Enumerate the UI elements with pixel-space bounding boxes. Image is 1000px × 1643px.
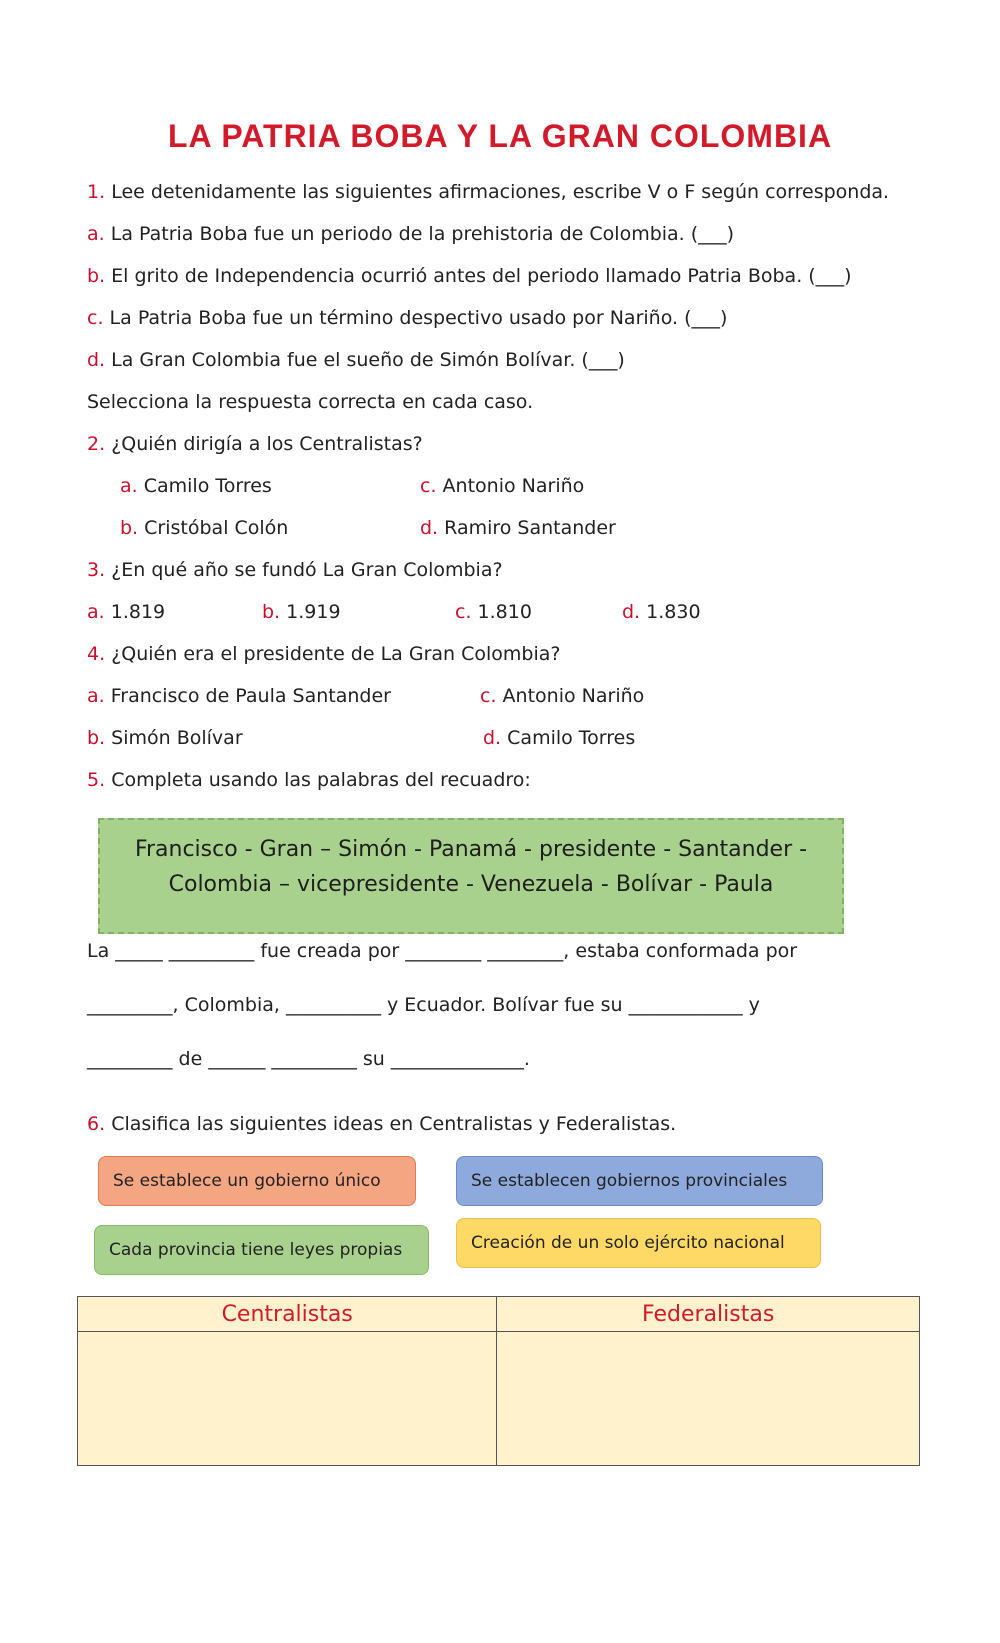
statement-letter: c. [87,307,104,329]
option-letter: b. [87,727,106,749]
option-c[interactable] [420,475,584,497]
select-instruction: Selecciona la respuesta correcta en cada caso. [87,391,534,413]
question-number: 3. [87,559,106,581]
option-letter: c. [455,601,472,623]
option-letter: d. [622,601,641,623]
question-number: 5. [87,769,106,791]
draggable-card[interactable]: Creación de un solo ejército nacional [456,1218,821,1268]
statement-letter: a. [87,223,105,245]
question-number: 4. [87,643,106,665]
question-number: 1. [87,181,106,203]
draggable-card[interactable]: Se establecen gobiernos provinciales [456,1156,823,1206]
question-6 [87,1113,676,1135]
option-d[interactable] [420,517,616,539]
question-3 [87,559,503,581]
option-text: Simón Bolívar [111,727,243,749]
statement-c [87,307,727,329]
option-a[interactable] [87,685,391,707]
question-1 [87,181,889,203]
word-bank-line: Francisco - Gran – Simón - Panamá - presidente - Santander - [134,837,808,862]
question-4 [87,643,561,665]
question-5 [87,769,531,791]
option-text: Antonio Nariño [442,475,585,497]
drop-zone-federalistas[interactable] [497,1332,920,1466]
option-text: 1.819 [110,601,166,623]
option-text: Francisco de Paula Santander [110,685,391,707]
statement-text[interactable]: El grito de Independencia ocurrió antes del periodo llamado Patria Boba. (___) [111,265,852,287]
option-letter: d. [420,517,439,539]
question-text: Clasifica las siguientes ideas en Centralistas y Federalistas. [111,1113,677,1135]
option-text: Camilo Torres [507,727,636,749]
column-header-federalistas: Federalistas [497,1297,920,1332]
question-number: 6. [87,1113,106,1135]
fill-blank-line[interactable]: La _____ _________ fue creada por ________ ________, estaba conformada por [87,940,798,962]
statement-b [87,265,852,287]
word-bank-line: Colombia – vicepresidente - Venezuela - Bolívar - Paula [168,872,774,897]
option-text: 1.810 [477,601,532,623]
question-text: ¿Quién era el presidente de La Gran Colombia? [111,643,561,665]
option-a[interactable] [87,601,165,623]
statement-d [87,349,625,371]
option-text: Antonio Nariño [502,685,645,707]
question-text: Completa usando las palabras del recuadro: [111,769,531,791]
statement-text[interactable]: La Patria Boba fue un término despectivo usado por Nariño. (___) [109,307,728,329]
option-letter: a. [87,685,105,707]
fill-blank-line[interactable]: _________, Colombia, __________ y Ecuador. Bolívar fue su ____________ y [87,994,760,1016]
statement-letter: d. [87,349,106,371]
question-text: Lee detenidamente las siguientes afirmaciones, escribe V o F según corresponda. [111,181,890,203]
draggable-card[interactable]: Cada provincia tiene leyes propias [94,1225,429,1275]
question-number: 2. [87,433,106,455]
option-letter: a. [120,475,138,497]
statement-text[interactable]: La Gran Colombia fue el sueño de Simón Bolívar. (___) [111,349,625,371]
option-b[interactable] [120,517,288,539]
option-c[interactable] [455,601,532,623]
drop-zone-centralistas[interactable] [78,1332,497,1466]
option-d[interactable] [483,727,635,749]
option-text: 1.919 [286,601,341,623]
option-letter: a. [87,601,105,623]
option-letter: c. [480,685,497,707]
question-text: ¿Quién dirigía a los Centralistas? [111,433,423,455]
fill-blank-line[interactable]: _________ de ______ _________ su ______________. [87,1048,530,1070]
statement-text[interactable]: La Patria Boba fue un periodo de la prehistoria de Colombia. (___) [110,223,735,245]
page-title: LA PATRIA BOBA Y LA GRAN COLOMBIA [167,118,833,154]
classification-table [77,1296,920,1466]
statement-letter: b. [87,265,106,287]
option-letter: b. [262,601,281,623]
option-a[interactable] [120,475,272,497]
question-text: ¿En qué año se fundó La Gran Colombia? [111,559,503,581]
option-text: Cristóbal Colón [144,517,289,539]
option-letter: b. [120,517,139,539]
statement-a [87,223,734,245]
question-2 [87,433,423,455]
word-bank [98,818,844,934]
option-c[interactable] [480,685,644,707]
column-header-centralistas: Centralistas [78,1297,497,1332]
draggable-card[interactable]: Se establece un gobierno único [98,1156,416,1206]
option-b[interactable] [87,727,243,749]
option-text: Ramiro Santander [444,517,616,539]
option-text: 1.830 [646,601,701,623]
option-d[interactable] [622,601,701,623]
option-letter: d. [483,727,502,749]
option-b[interactable] [262,601,341,623]
option-text: Camilo Torres [143,475,272,497]
option-letter: c. [420,475,437,497]
